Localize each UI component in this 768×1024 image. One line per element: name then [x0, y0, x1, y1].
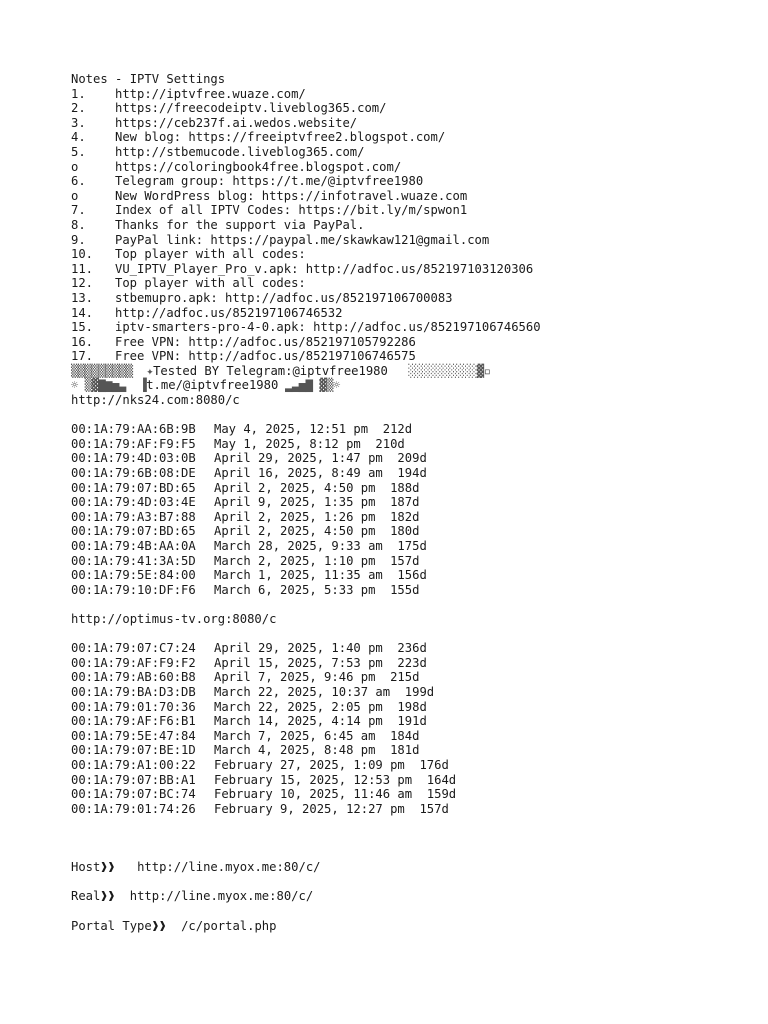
list-item-text[interactable]: Thanks for the support via PayPal. [115, 217, 365, 232]
field-label: Host [71, 860, 101, 875]
list-item-number: 15. [71, 320, 94, 335]
mac-entry-row [71, 466, 751, 481]
server-url[interactable]: http://nks24.com:8080/c [71, 393, 240, 408]
mac-address: 00:1A:79:5E:84:00 [71, 568, 196, 583]
expiry-date: February 9, 2025, 12:27 pm 157d [214, 801, 449, 816]
list-item [71, 160, 751, 175]
list-item [71, 116, 751, 131]
mac-address: 00:1A:79:AF:F9:F2 [71, 655, 196, 670]
list-item-number: 8. [71, 217, 86, 232]
mac-address: 00:1A:79:AF:F6:B1 [71, 714, 196, 729]
list-item-number: 6. [71, 174, 86, 189]
expiry-date: April 2, 2025, 4:50 pm 188d [214, 480, 420, 495]
expiry-date: March 2, 2025, 1:10 pm 157d [214, 553, 420, 568]
mac-address: 00:1A:79:07:C7:24 [71, 641, 196, 656]
expiry-date: April 9, 2025, 1:35 pm 187d [214, 495, 420, 510]
mac-entry-row [71, 524, 751, 539]
banner-text-2: t.me/@iptvfree1980 [146, 378, 279, 393]
field-value[interactable]: /c/portal.php [181, 918, 277, 933]
list-item-number: 13. [71, 290, 94, 305]
expiry-date: March 22, 2025, 10:37 am 199d [214, 684, 435, 699]
mac-entry-row [71, 568, 751, 583]
expiry-date: March 7, 2025, 6:45 am 184d [214, 728, 420, 743]
expiry-date: April 2, 2025, 4:50 pm 180d [214, 524, 420, 539]
arrow-icon: ❱❱ [100, 860, 116, 875]
list-item-text[interactable]: New WordPress blog: https://infotravel.wuaze.com [115, 188, 468, 203]
list-item-number: 7. [71, 203, 86, 218]
mac-entry-row [71, 802, 751, 817]
mac-address: 00:1A:79:6B:08:DE [71, 466, 196, 481]
list-item-text[interactable]: https://ceb237f.ai.wedos.website/ [115, 115, 358, 130]
list-item [71, 349, 751, 364]
mac-entry-row [71, 685, 751, 700]
list-item [71, 218, 751, 233]
mac-address: 00:1A:79:07:BE:1D [71, 743, 196, 758]
list-item [71, 291, 751, 306]
mac-address: 00:1A:79:AA:6B:9B [71, 422, 196, 437]
expiry-date: April 2, 2025, 1:26 pm 182d [214, 509, 420, 524]
portal-field-row [71, 889, 751, 904]
expiry-date: March 22, 2025, 2:05 pm 198d [214, 699, 427, 714]
list-item [71, 203, 751, 218]
list-item-text[interactable]: https://freecodeiptv.liveblog365.com/ [115, 101, 387, 116]
arrow-icon: ❱❱ [151, 918, 167, 933]
mac-entry-row [71, 787, 751, 802]
mac-entry-row [71, 714, 751, 729]
expiry-date: March 4, 2025, 8:48 pm 181d [214, 743, 420, 758]
mac-address: 00:1A:79:07:BD:65 [71, 480, 196, 495]
list-item-number: o [71, 188, 79, 203]
list-item-number: 16. [71, 334, 94, 349]
list-item-number: o [71, 159, 79, 174]
list-item-text[interactable]: Top player with all codes: [115, 276, 306, 291]
arrow-icon: ❱❱ [100, 889, 116, 904]
expiry-date: February 15, 2025, 12:53 pm 164d [214, 772, 457, 787]
mac-address: 00:1A:79:41:3A:5D [71, 553, 196, 568]
list-item-text[interactable]: http://stbemucode.liveblog365.com/ [115, 144, 365, 159]
mac-entry-row [71, 451, 751, 466]
field-label: Portal Type [71, 918, 152, 933]
expiry-date: April 29, 2025, 1:47 pm 209d [214, 451, 427, 466]
list-item-text[interactable]: New blog: https://freeiptvfree2.blogspot.com/ [115, 130, 446, 145]
mac-address: 00:1A:79:07:BB:A1 [71, 772, 196, 787]
list-item-text[interactable]: Index of all IPTV Codes: https://bit.ly/m/spwon1 [115, 203, 468, 218]
list-item-text[interactable]: Free VPN: http://adfoc.us/852197106746575 [115, 349, 416, 364]
list-item-number: 14. [71, 305, 94, 320]
portal-field-row [71, 919, 751, 934]
expiry-date: May 4, 2025, 12:51 pm 212d [214, 422, 413, 437]
expiry-date: March 1, 2025, 11:35 am 156d [214, 568, 427, 583]
list-item-text[interactable]: VU_IPTV_Player_Pro_v.apk: http://adfoc.us/852197103120306 [115, 261, 534, 276]
mac-entry-row [71, 641, 751, 656]
list-item [71, 335, 751, 350]
mac-entry-row [71, 539, 751, 554]
expiry-date: May 1, 2025, 8:12 pm 210d [214, 436, 405, 451]
banner-shading-right: ░░░░░░░░░░▓▫ [387, 363, 491, 378]
mac-address: 00:1A:79:01:70:36 [71, 699, 196, 714]
mac-address: 00:1A:79:07:BC:74 [71, 787, 196, 802]
expiry-date: March 14, 2025, 4:14 pm 191d [214, 714, 427, 729]
numbered-list [71, 87, 751, 364]
expiry-date: April 16, 2025, 8:49 am 194d [214, 466, 427, 481]
mac-entry-row [71, 729, 751, 744]
list-item [71, 247, 751, 262]
mac-entry-row [71, 670, 751, 685]
mac-entry-row [71, 510, 751, 525]
list-item-text[interactable]: Free VPN: http://adfoc.us/852197105792286 [115, 334, 416, 349]
mac-entry-row [71, 743, 751, 758]
expiry-date: April 15, 2025, 7:53 pm 223d [214, 655, 427, 670]
mac-entry-row [71, 700, 751, 715]
list-item [71, 101, 751, 116]
list-item [71, 145, 751, 160]
mac-address: 00:1A:79:5E:47:84 [71, 728, 196, 743]
list-item-number: 17. [71, 349, 94, 364]
list-item-text[interactable]: http://iptvfree.wuaze.com/ [115, 86, 306, 101]
portal-fields [71, 860, 751, 933]
list-item-number: 2. [71, 101, 86, 116]
banner-shading-left: ▒▒▒▒▒▒▒▒▒ ✦ [71, 363, 154, 378]
mac-address: 00:1A:79:4D:03:4E [71, 495, 196, 510]
list-item-number: 9. [71, 232, 86, 247]
telegram-banner-line-1 [71, 364, 751, 379]
telegram-banner-line-2 [71, 378, 751, 393]
mac-entry-row [71, 481, 751, 496]
list-item-number: 11. [71, 261, 94, 276]
list-item-text[interactable]: Top player with all codes: [115, 247, 306, 262]
mac-address: 00:1A:79:4D:03:0B [71, 451, 196, 466]
mac-entry-row [71, 758, 751, 773]
server-url[interactable]: http://optimus-tv.org:8080/c [71, 611, 277, 626]
list-item [71, 233, 751, 248]
banner-decoration-right: ▂▃▅▇ ▓▒☼ [278, 378, 340, 393]
mac-address: 00:1A:79:01:74:26 [71, 801, 196, 816]
note-document [71, 72, 751, 933]
list-item [71, 130, 751, 145]
list-item-text[interactable]: stbemupro.apk: http://adfoc.us/852197106700083 [115, 290, 453, 305]
mac-address: 00:1A:79:07:BD:65 [71, 524, 196, 539]
expiry-date: February 27, 2025, 1:09 pm 176d [214, 757, 449, 772]
expiry-date: March 6, 2025, 5:33 pm 155d [214, 582, 420, 597]
mac-address: 00:1A:79:AB:60:B8 [71, 670, 196, 685]
expiry-date: March 28, 2025, 9:33 am 175d [214, 539, 427, 553]
list-item-number: 5. [71, 144, 86, 159]
list-item [71, 276, 751, 291]
list-item [71, 189, 751, 204]
list-item-text[interactable]: https://coloringbook4free.blogspot.com/ [115, 159, 402, 174]
mac-entry-row [71, 422, 751, 437]
mac-address: 00:1A:79:A1:00:22 [71, 757, 196, 772]
mac-entry-row [71, 495, 751, 510]
list-item-text[interactable]: iptv-smarters-pro-4-0.apk: http://adfoc.us/852197106746560 [115, 320, 541, 335]
expiry-date: April 29, 2025, 1:40 pm 236d [214, 641, 427, 656]
mac-address: 00:1A:79:4B:AA:0A [71, 539, 196, 553]
mac-entry-row [71, 437, 751, 452]
field-value[interactable]: http://line.myox.me:80/c/ [129, 889, 314, 904]
mac-entry-row [71, 656, 751, 671]
field-value[interactable]: http://line.myox.me:80/c/ [137, 860, 321, 875]
list-item [71, 87, 751, 102]
mac-address: 00:1A:79:AF:F9:F5 [71, 436, 196, 451]
banner-text-1: Tested BY Telegram:@iptvfree1980 [153, 363, 388, 378]
list-item-number: 12. [71, 276, 94, 291]
list-item-number: 4. [71, 130, 86, 145]
list-item [71, 262, 751, 277]
mac-entry-row [71, 773, 751, 788]
banner-decoration-left: ☼ ▒▓▇▆▅▃ ▐ [71, 378, 147, 393]
mac-address: 00:1A:79:BA:D3:DB [71, 684, 196, 699]
page-title: Notes - IPTV Settings [71, 72, 226, 86]
expiry-date: April 7, 2025, 9:46 pm 215d [214, 670, 420, 685]
server-sections [71, 393, 751, 816]
list-item-number: 3. [71, 115, 86, 130]
list-item [71, 174, 751, 189]
list-item-text[interactable]: Telegram group: https://t.me/@iptvfree1980 [115, 174, 424, 189]
mac-address: 00:1A:79:A3:B7:88 [71, 509, 196, 524]
list-item [71, 320, 751, 335]
portal-field-row [71, 860, 751, 875]
list-item [71, 306, 751, 321]
field-label: Real [71, 889, 101, 904]
list-item-text[interactable]: http://adfoc.us/852197106746532 [115, 305, 343, 320]
mac-entry-row [71, 583, 751, 598]
list-item-text[interactable]: PayPal link: https://paypal.me/skawkaw121@gmail.com [115, 232, 490, 247]
mac-entry-row [71, 554, 751, 569]
mac-address: 00:1A:79:10:DF:F6 [71, 582, 196, 597]
list-item-number: 1. [71, 86, 86, 101]
list-item-number: 10. [71, 247, 94, 262]
expiry-date: February 10, 2025, 11:46 am 159d [214, 787, 457, 802]
